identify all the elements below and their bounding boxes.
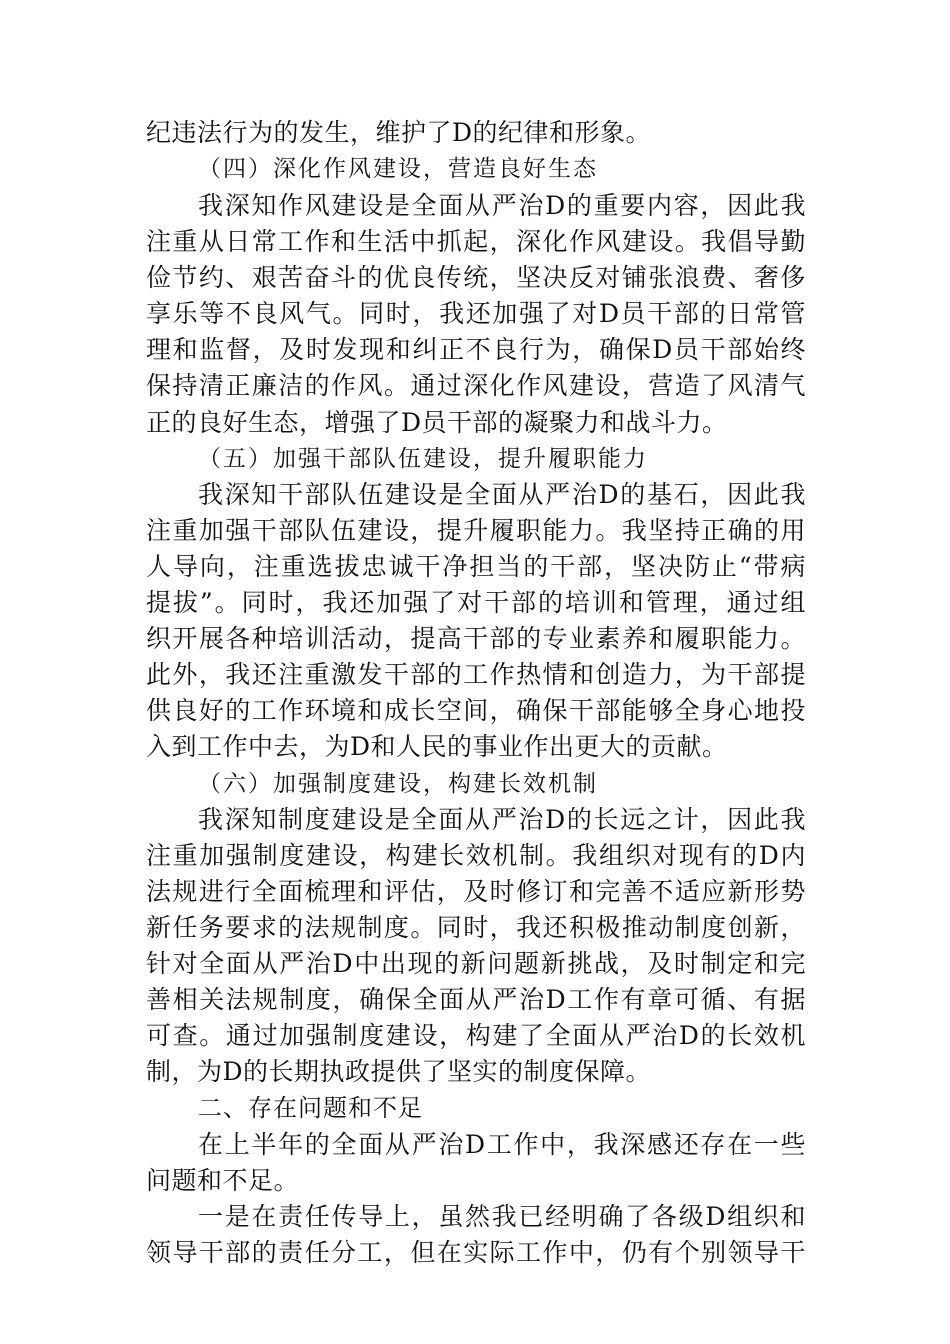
- paragraph-line: 注重从日常工作和生活中抓起，深化作风建设。我倡导勤: [146, 227, 806, 256]
- paragraph-line: 人导向，注重选拔忠诚干净担当的干部，坚决防止“带病: [146, 552, 806, 581]
- paragraph-line: 入到工作中去，为D和人民的事业作出更大的贡献。: [146, 732, 728, 761]
- paragraph-line: 俭节约、艰苦奋斗的优良传统，坚决反对铺张浪费、奢侈: [146, 263, 806, 292]
- paragraph-line: 我深知制度建设是全面从严治D的长远之计，因此我: [198, 805, 806, 834]
- paragraph-line: 织开展各种培训活动，提高干部的专业素养和履职能力。: [146, 624, 806, 653]
- section-heading: 二、存在问题和不足: [198, 1094, 423, 1122]
- section-subheading: （五）加强干部队伍建设，提升履职能力: [198, 446, 648, 472]
- paragraph-line: 制，为D的长期执政提供了坚实的制度保障。: [146, 1057, 652, 1086]
- paragraph-line: 此外，我还注重激发干部的工作热情和创造力，为干部提: [146, 660, 806, 689]
- paragraph-line: 问题和不足。: [146, 1166, 300, 1195]
- paragraph-line: 注重加强制度建设，构建长效机制。我组织对现有的D内: [146, 841, 806, 870]
- paragraph-line: 正的良好生态，增强了D员干部的凝聚力和战斗力。: [146, 408, 728, 437]
- paragraph-line: 新任务要求的法规制度。同时，我还积极推动制度创新，: [146, 913, 806, 942]
- paragraph-line: 法规进行全面梳理和评估，及时修订和完善不适应新形势: [146, 877, 806, 906]
- paragraph-line: 供良好的工作环境和成长空间，确保干部能够全身心地投: [146, 696, 806, 725]
- paragraph-line: 注重加强干部队伍建设，提升履职能力。我坚持正确的用: [146, 516, 806, 545]
- paragraph-line: 享乐等不良风气。同时，我还加强了对D员干部的日常管: [146, 299, 806, 328]
- paragraph-line: 我深知干部队伍建设是全面从严治D的基石，因此我: [198, 480, 806, 509]
- paragraph-line: 保持清正廉洁的作风。通过深化作风建设，营造了风清气: [146, 371, 806, 400]
- paragraph-line: 一是在责任传导上，虽然我已经明确了各级D组织和: [198, 1202, 806, 1231]
- paragraph-line: 针对全面从严治D中出现的新问题新挑战，及时制定和完: [146, 949, 806, 978]
- paragraph-line: 领导干部的责任分工，但在实际工作中，仍有个别领导干: [146, 1238, 806, 1267]
- paragraph-line: 在上半年的全面从严治D工作中，我深感还存在一些: [198, 1130, 806, 1159]
- section-subheading: （六）加强制度建设，构建长效机制: [198, 771, 598, 797]
- paragraph-line: 理和监督，及时发现和纠正不良行为，确保D员干部始终: [146, 335, 806, 364]
- paragraph-line: 善相关法规制度，确保全面从严治D工作有章可循、有据: [146, 985, 806, 1014]
- paragraph-line: 提拔”。同时，我还加强了对干部的培训和管理，通过组: [146, 588, 806, 617]
- paragraph-line: 纪违法行为的发生，维护了D的纪律和形象。: [146, 118, 652, 147]
- paragraph-line: 可查。通过加强制度建设，构建了全面从严治D的长效机: [146, 1021, 806, 1050]
- section-subheading: （四）深化作风建设，营造良好生态: [198, 156, 598, 182]
- paragraph-line: 我深知作风建设是全面从严治D的重要内容，因此我: [198, 191, 806, 220]
